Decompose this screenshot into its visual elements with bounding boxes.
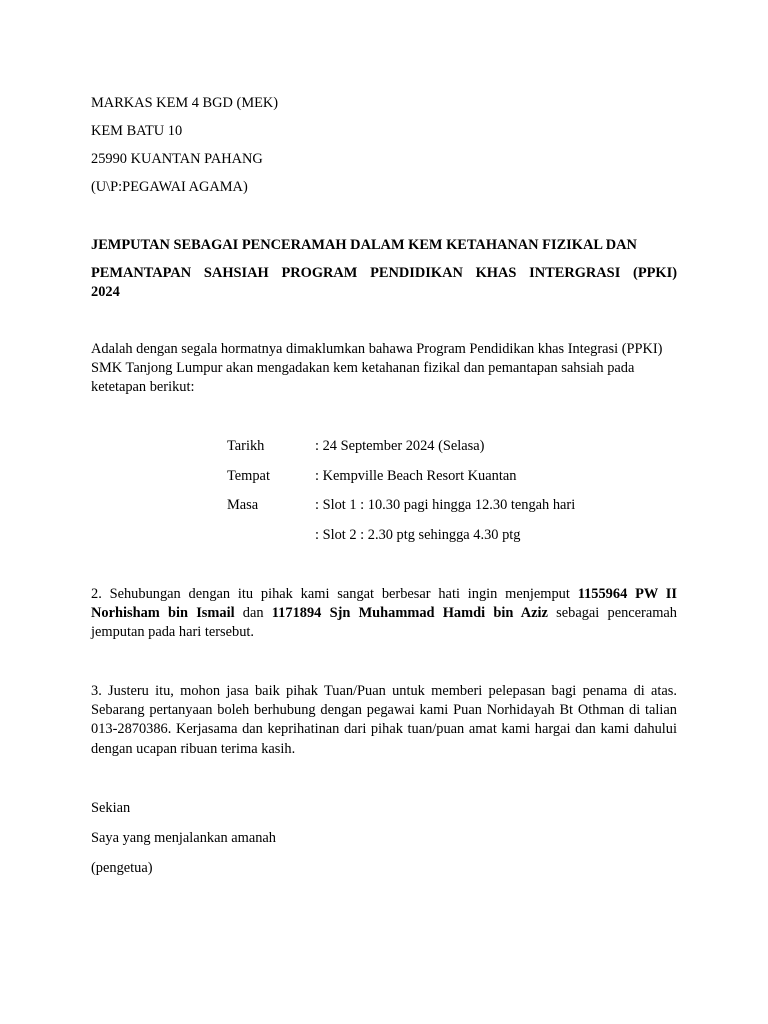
subject-word: (PPKI) [633,265,677,281]
place-value: : Kempville Beach Resort Kuantan [315,468,517,484]
date-value: : 24 September 2024 (Selasa) [315,438,485,454]
date-label: Tarikh [227,438,265,454]
subject-word: PROGRAM [281,265,358,281]
address-line-3: 25990 KUANTAN PAHANG [91,151,263,167]
subject-line-3: 2024 [91,284,120,300]
paragraph-2-prefix: 2. Sehubungan dengan itu pihak kami sangat berbesar hati ingin menjemput [91,586,578,602]
speaker-2: 1171894 Sjn Muhammad Hamdi bin Aziz [271,605,548,622]
time-slot-2: : Slot 2 : 2.30 ptg sehingga 4.30 ptg [315,527,521,543]
subject-word: PENDIDIKAN [370,265,463,281]
address-line-2: KEM BATU 10 [91,123,183,139]
subject-word: KHAS [475,265,517,281]
address-line-4: (U\P:PEGAWAI AGAMA) [91,179,248,195]
closing-line-1: Sekian [91,800,131,816]
subject-word: PEMANTAPAN [91,265,192,281]
time-slot-1: : Slot 1 : 10.30 pagi hingga 12.30 tengah hari [315,497,576,513]
paragraph-2-suffix: sebagai penceramah jemputan pada hari tersebut. [91,605,678,641]
speaker-1: 1155964 PW II Norhisham bin Ismail [91,586,677,622]
subject-line-2 [91,264,677,282]
subject-word: INTERGRASI [529,265,621,281]
time-label: Masa [227,497,259,513]
paragraph-3: 3. Justeru itu, mohon jasa baik pihak Tuan/Puan untuk memberi pelepasan bagi penama di atas. Sebarang pertanyaan boleh berhubung dengan pegawai kami Puan Norhidayah Bt Othman di talian 013-2870386. Kerjasama dan keprihatinan dari pihak tuan/puan amat kami hargai dan kami dahului dengan ucapan ribuan terima kasih. [91,683,677,757]
closing-line-2: Saya yang menjalankan amanah [91,830,277,846]
paragraph-2 [91,585,677,643]
paragraph-2-connector: dan [234,605,272,622]
address-line-1: MARKAS KEM 4 BGD (MEK) [91,95,279,111]
intro-paragraph: Adalah dengan segala hormatnya dimaklumkan bahawa Program Pendidikan khas Integrasi (PPKI) SMK Tanjong Lumpur akan mengadakan kem ketahanan fizikal dan pemantapan sahsiah pada ketetapan berikut: [91,341,663,396]
place-label: Tempat [227,468,270,484]
subject-line-1: JEMPUTAN SEBAGAI PENCERAMAH DALAM KEM KETAHANAN FIZIKAL DAN [91,237,637,253]
signature-title: (pengetua) [91,860,153,876]
subject-word: SAHSIAH [203,265,269,281]
subject-line-2-words [91,264,677,282]
